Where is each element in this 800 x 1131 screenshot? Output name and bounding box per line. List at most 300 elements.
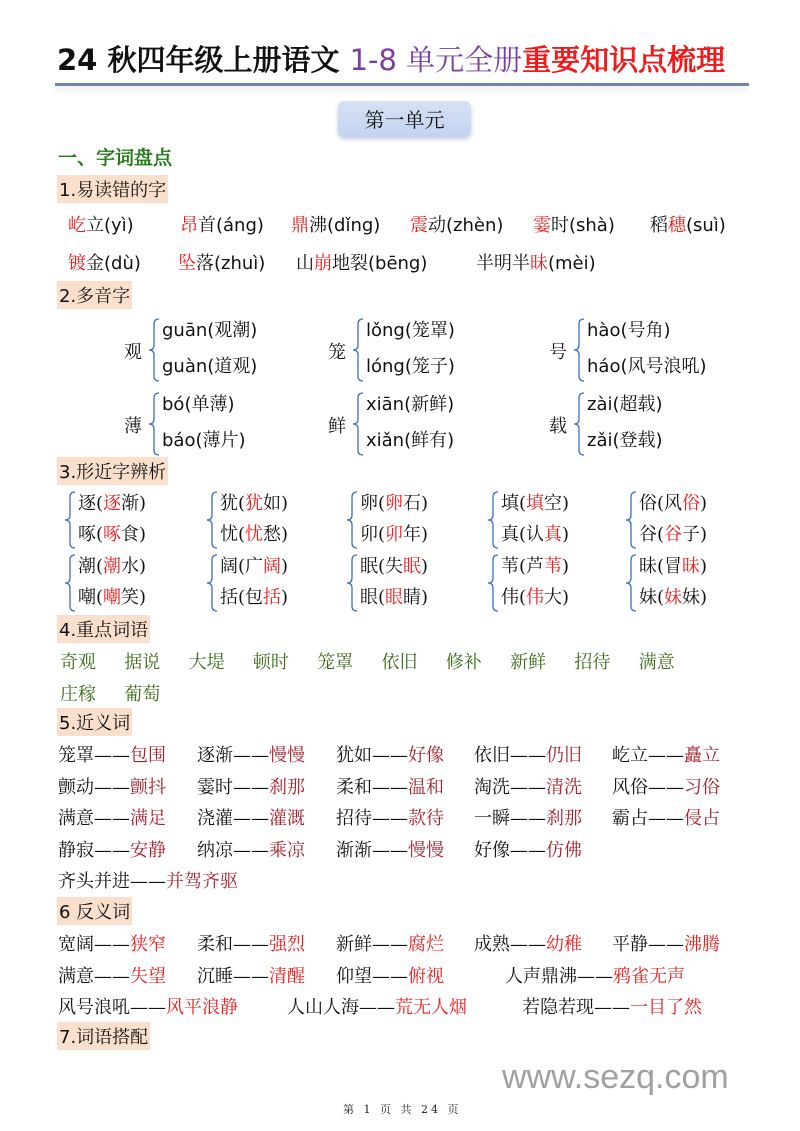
similar-char-row [78,583,146,609]
highlighted-char: 啄 [103,524,122,545]
word: 笼罩 [58,745,94,766]
misread-char-item [178,249,265,275]
dash-separator: —— [372,745,408,766]
paren-open: ( [96,587,104,608]
pinyin-text: 首(áng) [198,215,264,236]
word: 柔和 [336,777,372,798]
word: 颤动 [58,777,94,798]
char: 谷 [639,524,657,545]
highlighted-char: 伟 [526,587,545,608]
synonym-pair [336,773,444,799]
misread-char-item [296,249,427,275]
word: 成熟 [474,934,510,955]
paren-close: ) [700,587,708,608]
dash-separator: —— [94,966,130,987]
paren-open: ( [96,524,104,545]
similar-char-row [639,520,707,546]
paren-open: ( [96,493,104,514]
word: 满意 [58,808,94,829]
paren-close: ) [421,493,429,514]
brace-icon [573,392,587,456]
misread-char-item [180,211,264,237]
brace-icon [352,318,366,382]
dash-separator: —— [94,934,130,955]
key-word: 修补 [445,652,482,673]
highlighted-char: 昧 [530,253,548,274]
dash-separator: —— [510,745,546,766]
char: 眼 [360,587,378,608]
misread-char-item [291,211,380,237]
subsection-key-words: 4.重点词语 [57,615,150,643]
word: 招待 [336,808,372,829]
word-prefix: 风 [664,493,683,514]
synonym-pair [474,804,582,830]
dash-separator: —— [594,997,630,1018]
word: 风号浪吼 [58,997,130,1018]
polyphone-char: 号 [549,342,567,363]
dash-separator: —— [233,966,269,987]
antonym-pair [505,962,685,988]
reading-2: guàn(道观) [162,356,258,377]
misread-char-item [533,211,615,237]
highlighted-char: 坠 [178,253,196,274]
dash-separator: —— [359,997,395,1018]
highlighted-char: 妹 [664,587,683,608]
pinyin-text: (mèi) [548,253,596,274]
paren-close: ) [421,587,429,608]
antonym-pair [612,930,720,956]
key-word: 顿时 [252,652,289,673]
similar-char-row [639,583,707,609]
dash-separator: —— [510,808,546,829]
char: 卵 [360,493,378,514]
polyphone-char: 观 [124,342,142,363]
similar-char-row [78,489,146,515]
paren-open: ( [657,524,665,545]
paren-close: ) [281,556,289,577]
dash-separator: —— [233,777,269,798]
title-divider [55,83,749,86]
paren-close: ) [139,524,147,545]
word-suffix: 笑 [121,587,140,608]
synonym-pair [58,773,166,799]
brace-icon [148,392,162,456]
similar-char-row [639,552,707,578]
synonym-word: 包围 [130,745,166,766]
paren-open: ( [238,524,246,545]
synonym-pair [612,741,720,767]
dash-separator: —— [372,808,408,829]
dash-separator: —— [510,777,546,798]
pinyin-text: 金(dù) [86,253,141,274]
dash-separator: —— [233,934,269,955]
misread-char-item [650,211,726,237]
word-prefix: 芦 [526,556,545,577]
synonym-pair [197,773,305,799]
paren-open: ( [238,556,246,577]
dash-separator: —— [648,745,684,766]
highlighted-char: 镀 [68,253,86,274]
synonym-pair [474,773,582,799]
word: 渐渐 [336,840,372,861]
synonym-word: 仍旧 [546,745,582,766]
dash-separator: —— [577,966,613,987]
word: 一瞬 [474,808,510,829]
paren-open: ( [96,556,104,577]
antonym-pair [336,930,444,956]
synonym-word: 矗立 [684,745,720,766]
paren-close: ) [421,524,429,545]
subsection-antonyms: 6 反义词 [57,897,132,925]
highlighted-char: 谷 [664,524,683,545]
word-suffix: 愁 [263,524,282,545]
key-word: 笼罩 [317,652,354,673]
paren-open: ( [519,524,527,545]
antonym-word: 强烈 [269,934,305,955]
antonym-word: 俯视 [408,966,444,987]
char: 忧 [220,524,238,545]
synonym-pair [58,836,166,862]
word-prefix: 广 [245,556,264,577]
word-suffix: 子 [682,524,701,545]
highlighted-char: 眼 [385,587,404,608]
antonym-word: 腐烂 [408,934,444,955]
brace-icon [148,318,162,382]
section-title: 一、字词盘点 [58,147,173,169]
antonym-word: 一目了然 [630,997,702,1018]
highlighted-char: 崩 [314,253,332,274]
pinyin-text: 沸(dǐng) [309,215,381,236]
word-prefix: 稻 [650,215,668,236]
dash-separator: —— [94,840,130,861]
word-suffix: 水 [121,556,140,577]
highlighted-char: 犹 [245,493,264,514]
dash-separator: —— [648,934,684,955]
dash-separator: —— [130,997,166,1018]
subsection-misread-chars: 1.易读错的字 [57,175,168,203]
word: 逐渐 [197,745,233,766]
char: 填 [501,493,519,514]
misread-char-item [68,249,141,275]
synonym-word: 好像 [408,745,444,766]
antonym-pair [522,993,702,1019]
synonym-pair [336,804,444,830]
synonym-pair [612,804,720,830]
word-suffix: 年 [403,524,422,545]
highlighted-char: 括 [263,587,282,608]
paren-open: ( [378,556,386,577]
misread-char-item [68,211,134,237]
subsection-similar-chars: 3.形近字辨析 [57,457,168,485]
char: 真 [501,524,519,545]
paren-open: ( [519,556,527,577]
brace-icon [346,554,358,612]
pinyin-text: (suì) [686,215,726,236]
synonym-word: 清洗 [546,777,582,798]
similar-char-row [360,520,428,546]
paren-close: ) [139,587,147,608]
word: 宽阔 [58,934,94,955]
highlighted-char: 俗 [682,493,701,514]
synonym-pair [58,867,238,893]
brace-icon [352,392,366,456]
word: 霸占 [612,808,648,829]
char: 嘲 [78,587,96,608]
reading-2: báo(薄片) [162,430,246,451]
char: 阔 [220,556,238,577]
synonym-word: 习俗 [684,777,720,798]
synonym-pair [58,804,166,830]
word: 风俗 [612,777,648,798]
antonym-word: 风平浪静 [166,997,238,1018]
dash-separator: —— [94,745,130,766]
word: 人声鼎沸 [505,966,577,987]
highlighted-char: 卯 [385,524,404,545]
brace-icon [487,491,499,549]
key-word: 招待 [574,652,611,673]
highlighted-char: 鼎 [291,215,309,236]
similar-char-row [639,489,707,515]
synonym-word: 满足 [130,808,166,829]
pinyin-text: 动(zhèn) [428,215,504,236]
word: 齐头并进 [58,871,130,892]
highlighted-char: 逐 [103,493,122,514]
word: 好像 [474,840,510,861]
page-number: 第 1 页 共 24 页 [343,1103,462,1116]
antonym-pair [287,993,467,1019]
synonym-pair [474,836,582,862]
dash-separator: —— [372,840,408,861]
antonym-pair [58,930,166,956]
dash-separator: —— [372,966,408,987]
synonym-pair [197,741,305,767]
word-prefix: 认 [526,524,545,545]
synonym-word: 颤抖 [130,777,166,798]
similar-char-row [78,520,146,546]
highlighted-char: 真 [544,524,563,545]
pinyin-text: 落(zhuì) [196,253,266,274]
polyphone-char: 鲜 [328,416,346,437]
synonym-word: 刹那 [269,777,305,798]
synonym-word: 温和 [408,777,444,798]
word: 淘洗 [474,777,510,798]
brace-icon [64,554,76,612]
reading-2: zǎi(登载) [587,430,663,451]
paren-open: ( [519,493,527,514]
synonym-pair [336,741,444,767]
key-word: 葡萄 [124,684,161,705]
char: 苇 [501,556,519,577]
key-word: 新鲜 [510,652,547,673]
paren-close: ) [139,493,147,514]
word-suffix: 食 [121,524,140,545]
title-part-units: 1-8 单元全册 [349,43,523,77]
word: 屹立 [612,745,648,766]
similar-char-row [220,489,288,515]
dash-separator: —— [233,808,269,829]
highlighted-char: 忧 [245,524,264,545]
polyphone-char: 载 [549,416,567,437]
dash-separator: —— [372,777,408,798]
highlighted-char: 昧 [682,556,701,577]
paren-open: ( [657,587,665,608]
word-suffix: 妹 [682,587,701,608]
paren-close: ) [700,493,708,514]
title-part-topic: 重要知识点梳理 [522,43,726,77]
antonym-word: 狭窄 [130,934,166,955]
reading-1: guān(观潮) [162,320,258,341]
paren-close: ) [562,493,570,514]
similar-char-row [360,583,428,609]
word: 若隐若现 [522,997,594,1018]
brace-icon [573,318,587,382]
word-suffix: 石 [403,493,422,514]
synonym-pair [197,836,305,862]
synonym-pair [474,741,582,767]
char: 括 [220,587,238,608]
word: 浇灌 [197,808,233,829]
synonym-word: 灌溉 [269,808,305,829]
synonym-pair [612,773,720,799]
synonym-word: 仿佛 [546,840,582,861]
word: 平静 [612,934,648,955]
highlighted-char: 霎 [533,215,551,236]
similar-char-row [501,552,569,578]
dash-separator: —— [648,777,684,798]
dash-separator: —— [130,871,166,892]
word-prefix: 半明半 [476,253,530,274]
highlighted-char: 嘲 [103,587,122,608]
key-word: 庄稼 [60,684,96,705]
similar-char-row [220,520,288,546]
dash-separator: —— [94,777,130,798]
highlighted-char: 苇 [544,556,563,577]
char: 潮 [78,556,96,577]
word-prefix: 失 [385,556,404,577]
reading-1: hào(号角) [587,320,671,341]
char: 妹 [639,587,657,608]
antonym-pair [58,993,238,1019]
reading-1: zài(超载) [587,394,663,415]
similar-char-row [220,583,288,609]
paren-open: ( [657,556,665,577]
brace-icon [64,491,76,549]
char: 逐 [78,493,96,514]
similar-char-row [501,489,569,515]
brace-icon [346,491,358,549]
misread-char-item [476,249,596,275]
key-word: 大堤 [188,652,225,673]
subsection-collocations: 7.词语搭配 [57,1022,150,1050]
paren-close: ) [281,587,289,608]
pinyin-text: 时(shà) [551,215,615,236]
subsection-synonyms: 5.近义词 [57,708,132,736]
paren-close: ) [700,556,708,577]
paren-open: ( [378,493,386,514]
similar-char-row [501,583,569,609]
char: 昧 [639,556,657,577]
synonym-pair [58,741,166,767]
synonym-word: 慢慢 [408,840,444,861]
word-suffix: 如 [263,493,282,514]
watermark: www.sezq.com [502,1058,729,1096]
highlighted-char: 潮 [103,556,122,577]
synonym-word: 刹那 [546,808,582,829]
antonym-pair [474,930,582,956]
word: 满意 [58,966,94,987]
misread-char-item [410,211,503,237]
unit-badge: 第一单元 [338,101,471,136]
paren-close: ) [281,524,289,545]
key-word: 依旧 [381,652,418,673]
word-prefix: 包 [245,587,264,608]
dash-separator: —— [510,934,546,955]
polyphone-char: 薄 [124,416,142,437]
reading-1: lǒng(笼罩) [366,320,455,341]
synonym-word: 并驾齐驱 [166,871,238,892]
antonym-pair [58,962,166,988]
key-word: 据说 [124,652,161,673]
paren-close: ) [281,493,289,514]
word: 仰望 [336,966,372,987]
synonym-word: 侵占 [684,808,720,829]
dash-separator: —— [94,808,130,829]
antonym-word: 鸦雀无声 [613,966,685,987]
reading-2: lóng(笼子) [366,356,455,377]
word: 犹如 [336,745,372,766]
brace-icon [487,554,499,612]
antonym-word: 清醒 [269,966,305,987]
antonym-word: 失望 [130,966,166,987]
subsection-polyphones: 2.多音字 [57,281,132,309]
dash-separator: —— [233,745,269,766]
word: 静寂 [58,840,94,861]
synonym-word: 慢慢 [269,745,305,766]
reading-1: bó(单薄) [162,394,235,415]
key-word: 满意 [638,652,675,673]
brace-icon [206,491,218,549]
antonym-word: 荒无人烟 [395,997,467,1018]
key-word: 奇观 [60,652,96,673]
char: 俗 [639,493,657,514]
pinyin-text: 地裂(bēng) [332,253,428,274]
dash-separator: —— [648,808,684,829]
paren-open: ( [238,493,246,514]
similar-char-row [360,489,428,515]
similar-char-row [501,520,569,546]
highlighted-char: 穗 [668,215,686,236]
similar-char-row [220,552,288,578]
antonym-pair [197,930,305,956]
reading-2: xiǎn(鲜有) [366,430,455,451]
word-suffix: 睛 [403,587,422,608]
similar-char-row [78,552,146,578]
dash-separator: —— [510,840,546,861]
synonym-word: 乘凉 [269,840,305,861]
paren-close: ) [421,556,429,577]
paren-close: ) [700,524,708,545]
paren-close: ) [562,587,570,608]
highlighted-char: 屹 [68,215,86,236]
antonym-word: 沸腾 [684,934,720,955]
word: 新鲜 [336,934,372,955]
paren-open: ( [657,493,665,514]
word-suffix: 空 [544,493,563,514]
paren-close: ) [139,556,147,577]
highlighted-char: 昂 [180,215,198,236]
word-prefix: 冒 [664,556,683,577]
paren-open: ( [378,587,386,608]
